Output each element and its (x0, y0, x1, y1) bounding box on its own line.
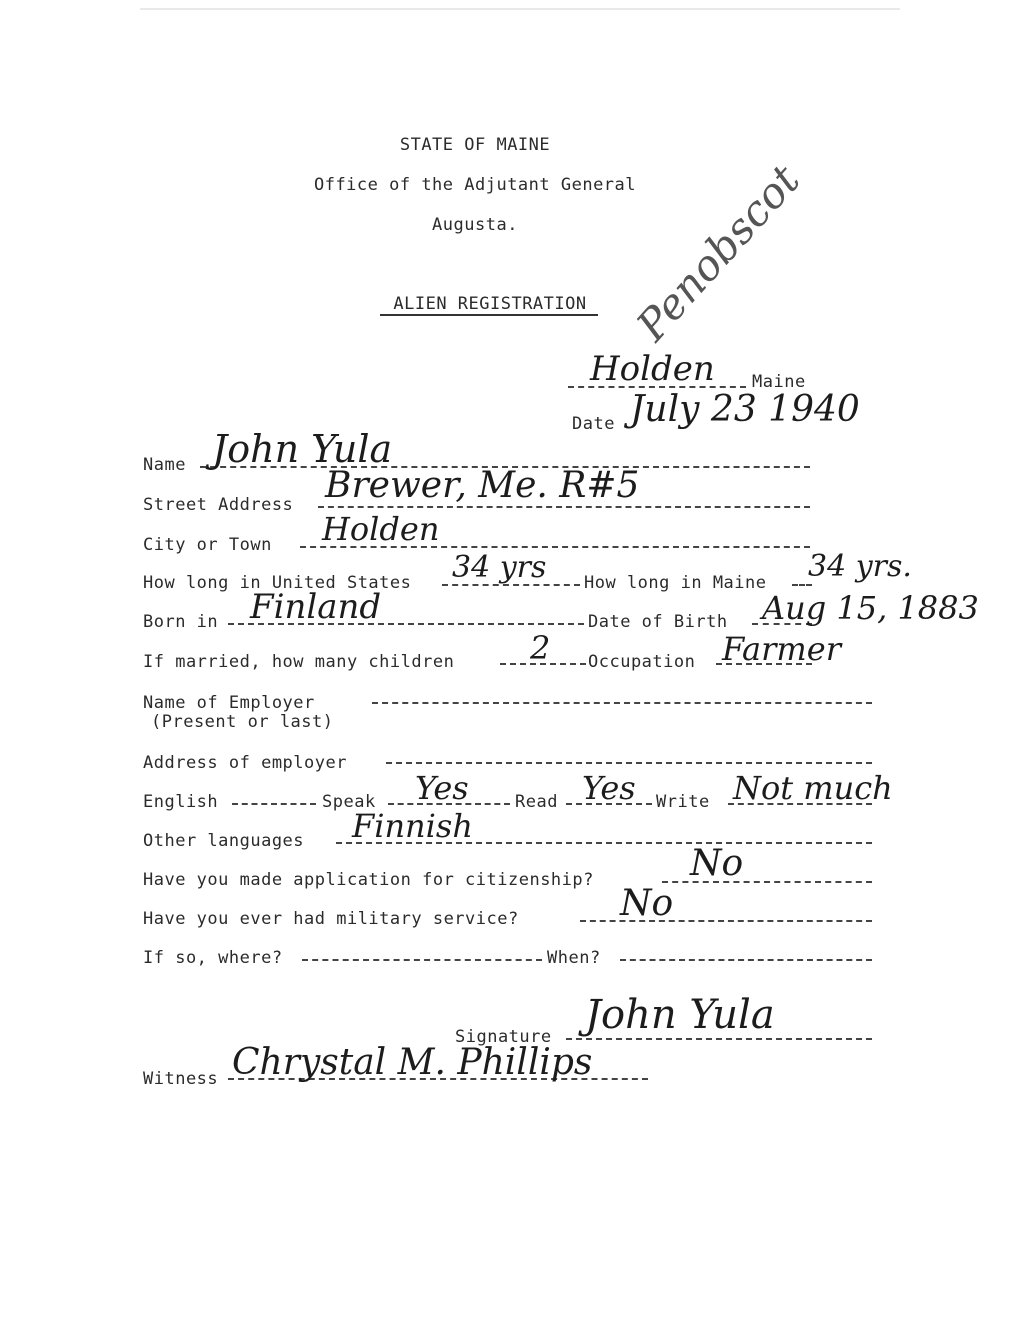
children-label: If married, how many children (143, 652, 455, 672)
employer-address-label: Address of employer (143, 753, 347, 773)
born-in-value: Finland (250, 587, 382, 627)
employer-address-line (386, 762, 872, 764)
street-address-line (318, 506, 810, 508)
years-maine-line (792, 584, 812, 586)
born-in-label: Born in (143, 612, 219, 632)
years-us-label: How long in United States (143, 573, 412, 593)
occupation-label: Occupation (588, 652, 696, 672)
when-line (620, 959, 872, 961)
speak-value: Yes (415, 769, 469, 807)
employer-sublabel: (Present or last) (151, 712, 334, 732)
speak-label: Speak (322, 792, 376, 812)
date-value: July 23 1940 (630, 389, 860, 430)
other-languages-value: Finnish (352, 807, 473, 845)
name-value: John Yula (212, 427, 393, 471)
read-label: Read (515, 792, 558, 812)
name-label: Name (143, 455, 186, 475)
when-label: When? (547, 948, 601, 968)
form-title-underline (380, 314, 598, 316)
form-title: ALIEN REGISTRATION (393, 294, 587, 314)
children-value: 2 (530, 629, 551, 667)
write-label: Write (656, 792, 710, 812)
english-label: English (143, 792, 219, 812)
employer-label: Name of Employer (143, 693, 315, 713)
signature-line (566, 1038, 872, 1040)
military-value: No (620, 883, 674, 924)
employer-line (372, 702, 872, 704)
street-address-label: Street Address (143, 495, 294, 515)
signature-value: John Yula (585, 992, 775, 1038)
read-value: Yes (582, 769, 636, 807)
years-us-value: 34 yrs (452, 550, 547, 585)
header-state: STATE OF MAINE (399, 135, 551, 155)
witness-value: Chrystal M. Phillips (232, 1042, 593, 1083)
where-label: If so, where? (143, 948, 283, 968)
occupation-value: Farmer (722, 630, 841, 668)
english-line (232, 803, 316, 805)
other-languages-label: Other languages (143, 831, 305, 851)
citizenship-label: Have you made application for citizenship? (143, 870, 594, 890)
where-line (302, 959, 542, 961)
county-stamp: Penobscot (627, 155, 810, 351)
place-label: Maine (752, 372, 806, 392)
city-or-town-value: Holden (322, 510, 440, 548)
years-maine-label: How long in Maine (584, 573, 767, 593)
citizenship-value: No (690, 843, 744, 884)
signature-label: Signature (455, 1027, 552, 1047)
military-label: Have you ever had military service? (143, 909, 519, 929)
header-office: Office of the Adjutant General (313, 175, 637, 195)
date-label: Date (572, 414, 615, 434)
write-value: Not much (733, 769, 893, 807)
city-or-town-label: City or Town (143, 535, 272, 555)
date-of-birth-label: Date of Birth (588, 612, 728, 632)
header-city: Augusta. (432, 215, 518, 235)
top-edge-mark (140, 8, 900, 10)
date-of-birth-value: Aug 15, 1883 (762, 589, 979, 627)
witness-label: Witness (143, 1069, 219, 1089)
years-maine-value: 34 yrs. (808, 549, 912, 584)
street-address-value: Brewer, Me. R#5 (325, 465, 640, 506)
place-value: Holden (590, 349, 715, 389)
